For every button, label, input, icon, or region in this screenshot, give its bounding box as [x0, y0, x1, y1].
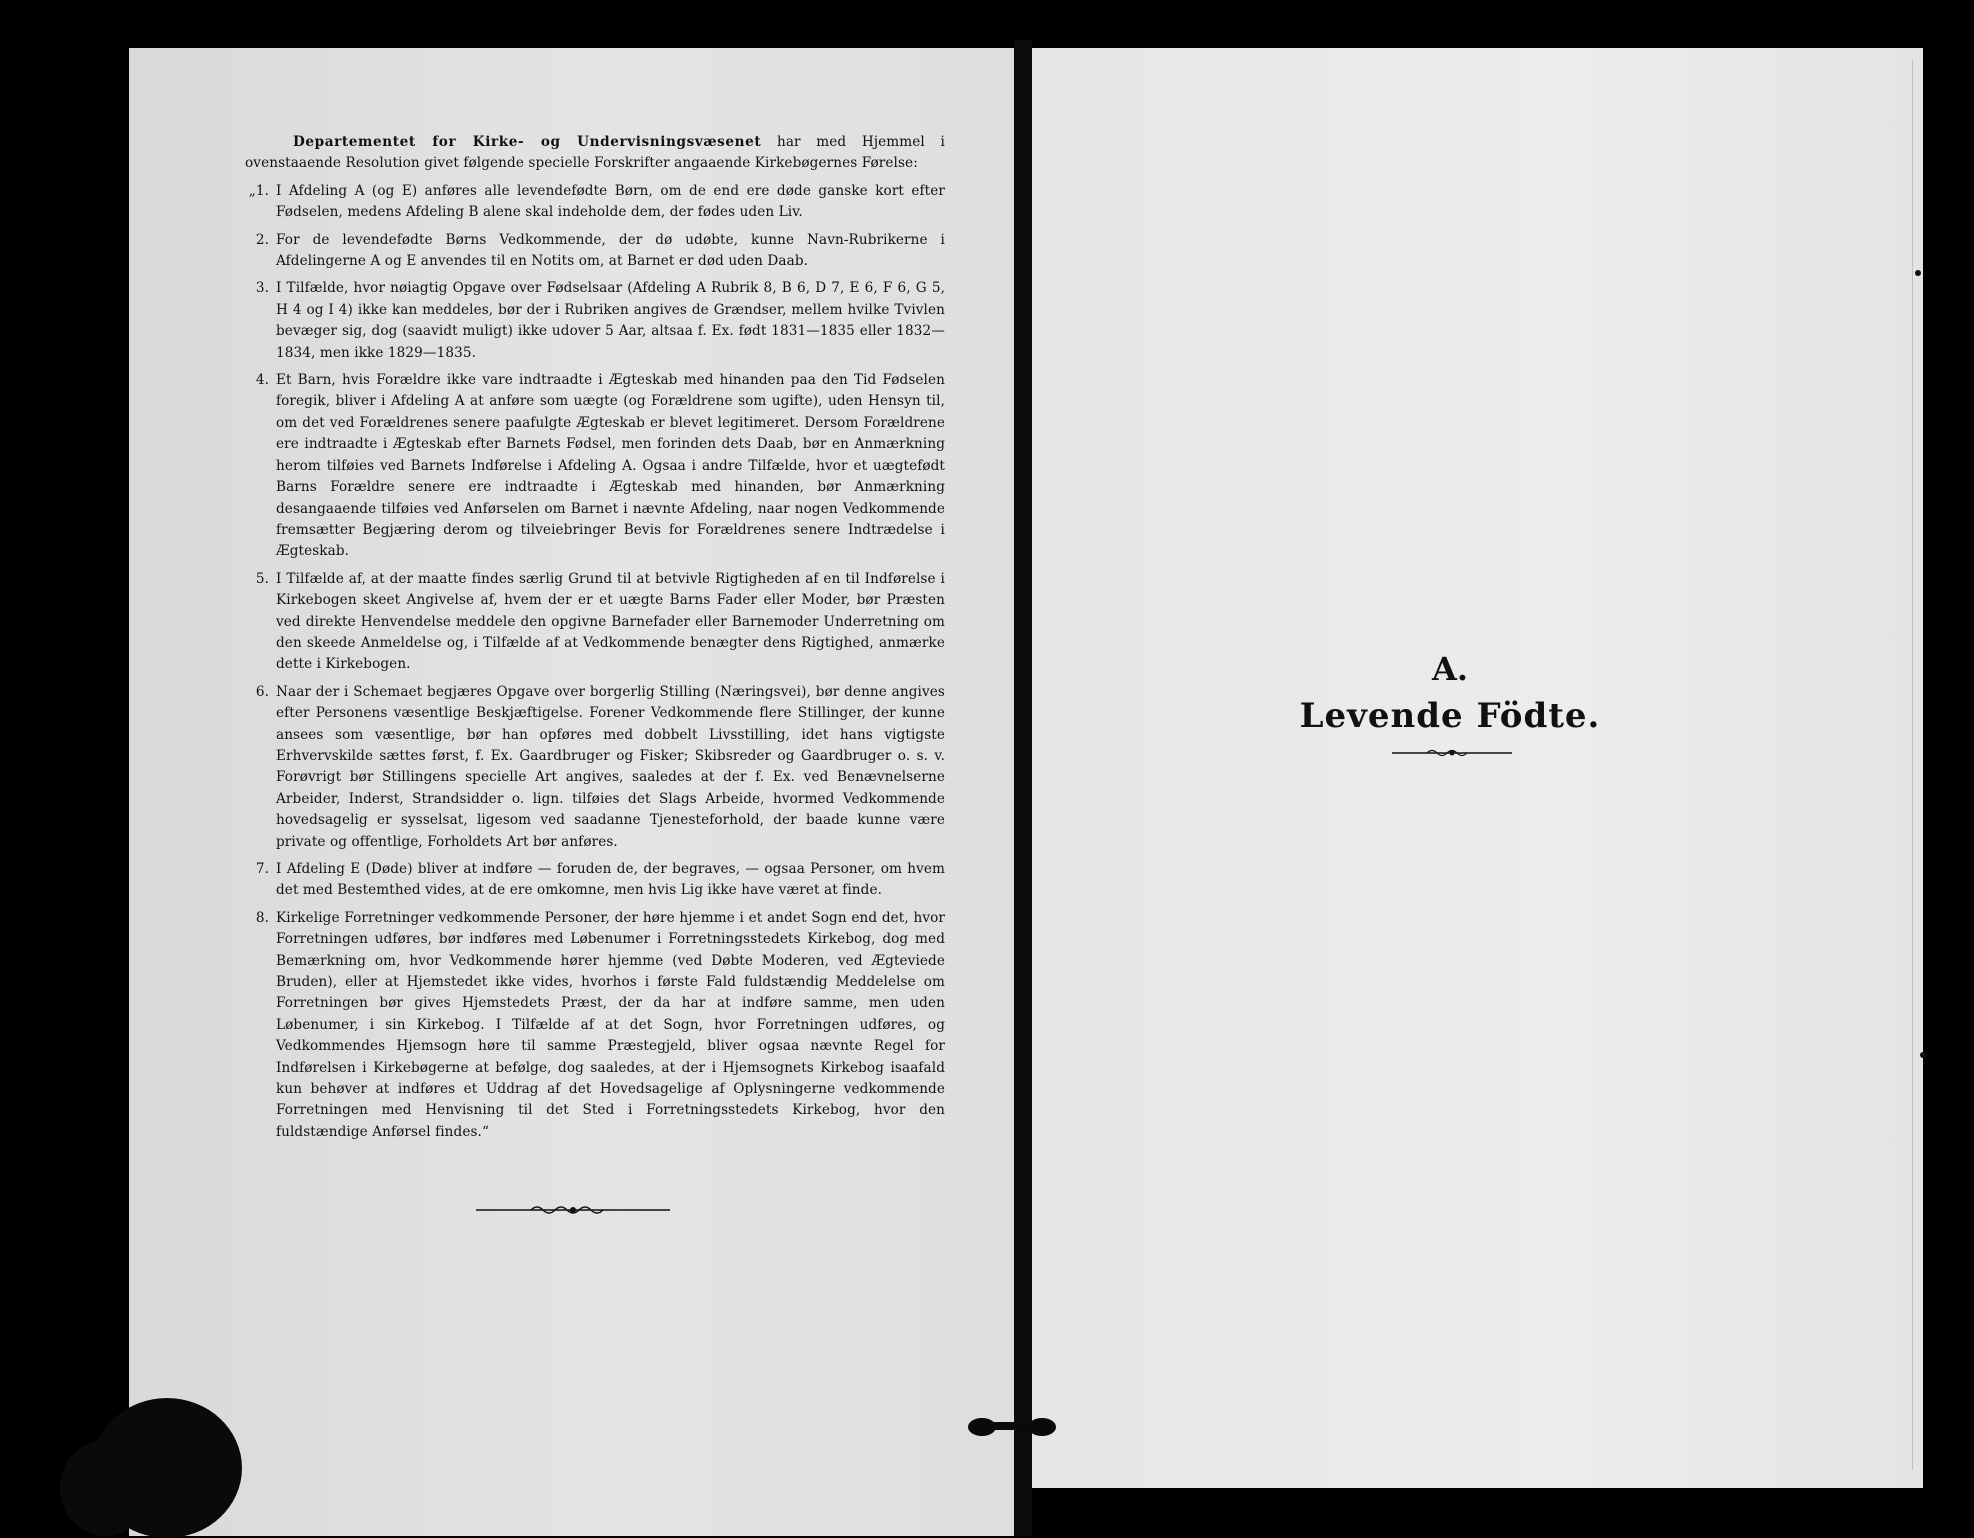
regulation-item-5	[245, 569, 945, 676]
page-edge-line	[1912, 60, 1913, 1470]
item-number: 7.	[255, 861, 269, 877]
item-text: Kirkelige Forretninger vedkommende Personer, der høre hjemme i et andet Sogn end det, hvor Forretningen udføres, bør indføres med Løbenumer i Forretningsstedets Kirkebog, dog med Bemærkning om, hvor Vedkommende hører hjemme (ved Døbte Moderen, ved Ægteviede Bruden), eller at Hjemstedet ikke vides, hvorhos i første Fald fuldstændig Meddelelse om Forretningen bør gives Hjemstedets Præst, der da har at indføre samme, men uden Løbenumer, i sin Kirkebog. I Tilfælde af at det Sogn, hvor Forretningen udføres, og Vedkommendes Hjemsogn høre til samme Præstegjeld, bliver ogsaa nævnte Regel for Indførelsen i Kirkebøgerne at befølge, dog saaledes, at der i Hjemsognets Kirkebog isaafald kun behøver at indføres et Uddrag af det Hovedsagelige af Oplysningerne vedkommende Forretningen med Henvisning til det Sted i Forretningsstedets Kirkebog, hvor den fuldstændige Anførsel findes.“	[276, 909, 945, 1140]
item-number: 5.	[255, 570, 269, 587]
right-page	[1030, 48, 1923, 1488]
item-number: 6.	[255, 683, 269, 700]
regulation-item-2	[245, 230, 945, 273]
regulations-text	[245, 132, 945, 1149]
item-text: I Afdeling A (og E) anføres alle levendefødte Børn, om de end ere døde ganske kort efter Fødselen, medens Afdeling B alene skal indeholde dem, der fødes uden Liv.	[276, 182, 945, 221]
regulation-item-4	[245, 370, 945, 563]
page-mark	[1915, 270, 1921, 276]
item-text: I Tilfælde, hvor nøiagtig Opgave over Fødselsaar (Afdeling A Rubrik 8, B 6, D 7, E 6, F 6, G 5, H 4 og I 4) ikke kan meddeles, bør der i Rubriken angives de Grændser, mellem hvilke Tvivlen bevæger sig, dog (saavidt muligt) ikke udover 5 Aar, altsaa f. Ex. født 1831—1835 eller 1832—1834, men ikke 1829—1835.	[276, 280, 945, 361]
regulation-item-6	[245, 682, 945, 853]
item-number: „1.	[248, 182, 269, 199]
end-ornament-icon	[476, 1204, 670, 1216]
item-number: 8.	[255, 909, 269, 926]
regulation-item-1	[245, 181, 945, 224]
item-text: I Afdeling E (Døde) bliver at indføre — foruden de, der begraves, — ogsaa Personer, om hvem det med Bestemthed vides, at de ere omkomne, men hvis Lig ikke have været at finde.	[276, 861, 945, 899]
binding-clip	[990, 1422, 1036, 1430]
intro-paragraph	[245, 132, 945, 175]
item-text: I Tilfælde af, at der maatte findes særlig Grund til at betvivle Rigtigheden af en til Indførelse i Kirkebogen skeet Angivelse af, hvem der er et uægte Barns Fader eller Moder, bør Præsten ved direkte Henvendelse meddele den opgivne Barnefader eller Barnemoder Underretning om den skeede Anmeldelse og, i Tilfælde af at Vedkommende benægter dens Rigtighed, anmærke dette i Kirkebogen.	[276, 570, 945, 673]
ink-blot	[60, 1440, 150, 1536]
item-text: For de levendefødte Børns Vedkommende, der dø udøbte, kunne Navn-Rubrikerne i Afdelingerne A og E anvendes til en Notits om, at Barnet er død uden Daab.	[276, 231, 945, 270]
regulation-item-3	[245, 278, 945, 364]
department-name: Departementet for Kirke- og Undervisningsvæsenet	[293, 134, 762, 150]
book-spine	[1014, 40, 1032, 1536]
regulation-item-8	[245, 908, 945, 1143]
section-title: Levende Födte.	[1299, 696, 1601, 736]
page-mark	[1920, 1052, 1926, 1058]
section-letter: A.	[1432, 650, 1468, 688]
item-number: 4.	[255, 372, 269, 389]
intro-text: har med Hjemmel i ovenstaaende Resolution givet følgende specielle Forskrifter angaaende Kirkebøgernes Førelse:	[245, 134, 945, 172]
item-text: Naar der i Schemaet begjæres Opgave over borgerlig Stilling (Næringsvei), bør denne angives efter Personens væsentlige Beskjæftigelse. Forener Vedkommende flere Stillinger, der kunne ansees som væsentlige, bør han opføres med dobbelt Livsstilling, idet hans vigtigste Erhvervskilde sættes først, f. Ex. Gaardbruger og Fisker; Skibsreder og Gaardbruger o. s. v. Forøvrigt bør Stillingens specielle Art angives, saaledes at der f. Ex. ved Benævnelserne Arbeider, Inderst, Strandsidder o. lign. tilføies det Slags Arbeide, hvormed Vedkommende hovedsagelig er sysselsat, ligesom ved saadanne Tjenesteforhold, der baade kunne være private og offentlige, Forholdets Art bør anføres.	[276, 683, 945, 850]
regulation-item-7	[245, 859, 945, 902]
item-number: 2.	[255, 231, 269, 248]
item-text: Et Barn, hvis Forældre ikke vare indtraadte i Ægteskab med hinanden paa den Tid Fødselen foregik, bliver i Afdeling A at anføre som uægte (og Forældrene som ugifte), uden Hensyn til, om det ved Forældrenes senere paafulgte Ægteskab er blevet legitimeret. Dersom Forældrene ere indtraadte i Ægteskab efter Barnets Fødsel, men forinden dets Daab, bør en Anmærkning herom tilføies ved Barnets Indførelse i Afdeling A. Ogsaa i andre Tilfælde, hvor et uægtefødt Barns Forældre senere ere indtraadte i Ægteskab med hinanden, bør Anmærkning desangaaende tilføies ved Anførselen om Barnet i nævnte Afdeling, naar nogen Vedkommende fremsætter Begjæring derom og tilveiebringer Bevis for Forældrenes senere Indtrædelse i Ægteskab.	[276, 372, 945, 560]
title-ornament-icon	[1392, 747, 1512, 759]
item-number: 3.	[255, 280, 269, 297]
